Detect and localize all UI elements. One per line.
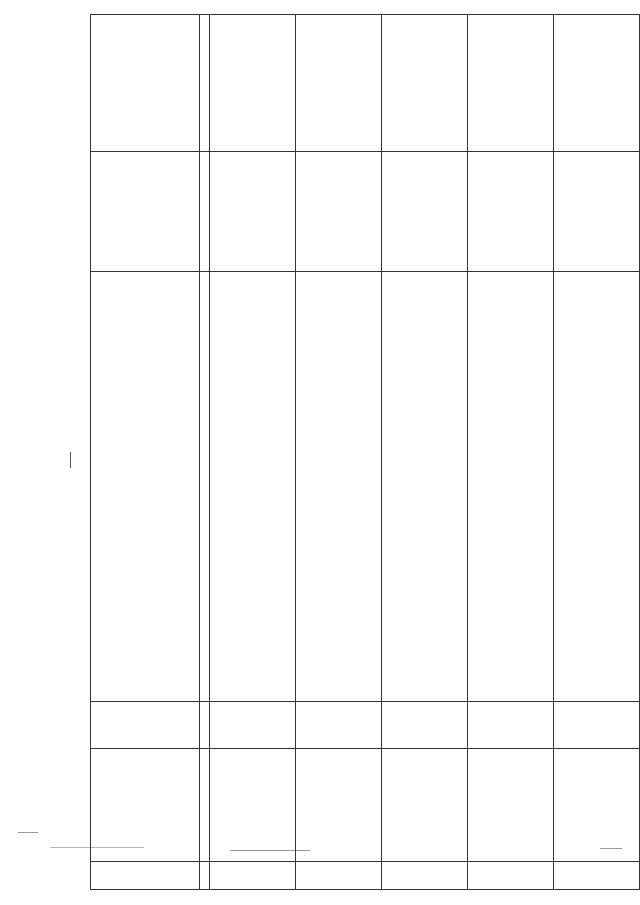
indicator-algorithm [210, 272, 296, 702]
responsible-organization [296, 15, 382, 152]
responsible-organization [468, 15, 554, 152]
indicator-unit [210, 702, 296, 749]
indicator-name [296, 749, 382, 862]
table-row [382, 15, 468, 890]
indicator-name [554, 749, 640, 862]
margin-mark [18, 832, 38, 833]
column-number [200, 749, 210, 862]
indicator-name [468, 749, 554, 862]
header-unit [91, 702, 200, 749]
responsible-organization [210, 15, 296, 152]
column-number [200, 272, 210, 702]
indicator-unit [296, 702, 382, 749]
indicator-algorithm [382, 272, 468, 702]
row-number [296, 862, 382, 890]
reporting-term [468, 152, 554, 272]
indicator-algorithm [554, 272, 640, 702]
indicator-unit [382, 702, 468, 749]
column-number [200, 152, 210, 272]
indicator-unit [468, 702, 554, 749]
indicator-algorithm [468, 272, 554, 702]
indicator-algorithm [296, 272, 382, 702]
indicator-name [210, 749, 296, 862]
table-row [554, 15, 640, 890]
column-number [200, 15, 210, 152]
reporting-term [296, 152, 382, 272]
responsible-organization [554, 15, 640, 152]
table-row [468, 15, 554, 890]
page-number-dash [70, 452, 71, 468]
document-table-rotated [90, 15, 610, 890]
table-row [296, 15, 382, 890]
row-number [382, 862, 468, 890]
indicators-table [90, 14, 640, 890]
table-row [210, 15, 296, 890]
table-header-row [91, 15, 200, 890]
column-number-row [200, 15, 210, 890]
header-name [91, 749, 200, 862]
header-term [91, 152, 200, 272]
column-number [200, 862, 210, 890]
reporting-term [554, 152, 640, 272]
responsible-organization [382, 15, 468, 152]
row-number [468, 862, 554, 890]
indicator-unit [554, 702, 640, 749]
reporting-term [210, 152, 296, 272]
row-number [554, 862, 640, 890]
header-no [91, 862, 200, 890]
reporting-term [382, 152, 468, 272]
header-algorithm [91, 272, 200, 702]
indicator-name [382, 749, 468, 862]
column-number [200, 702, 210, 749]
row-number [210, 862, 296, 890]
header-organization [91, 15, 200, 152]
